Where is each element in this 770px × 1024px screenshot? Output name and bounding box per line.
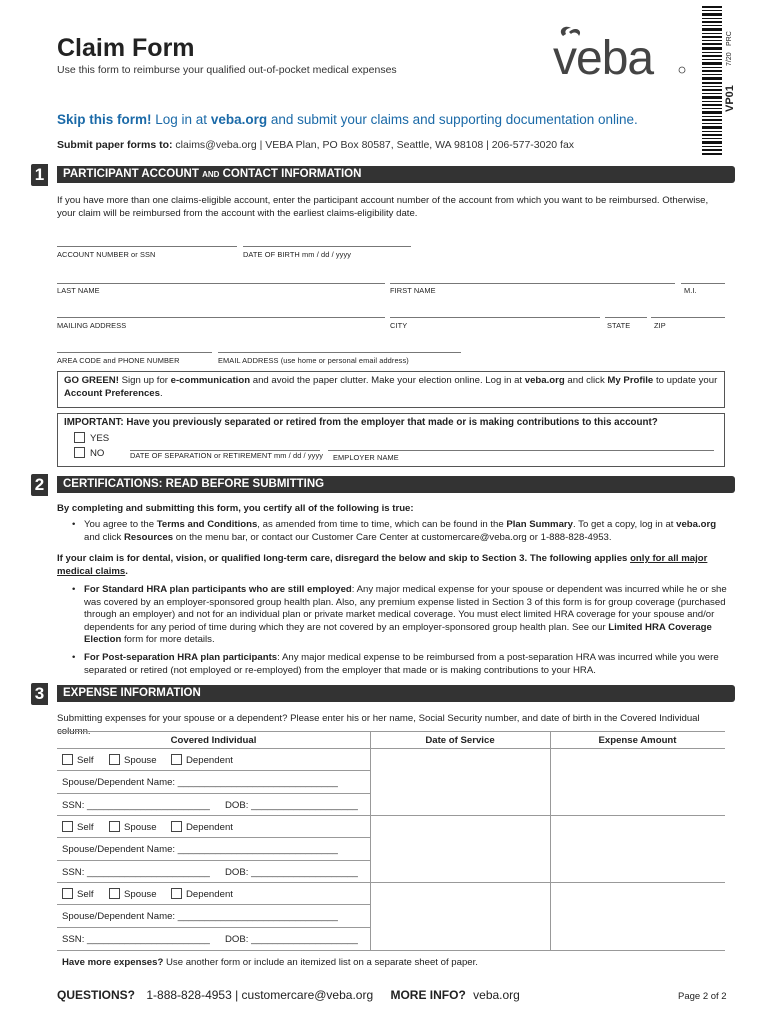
- dental-underline: only for all major medical claims: [57, 553, 708, 577]
- yes-checkbox[interactable]: [74, 432, 85, 443]
- ssn-field[interactable]: SSN: _______________________: [62, 800, 210, 811]
- spouse-name-field[interactable]: Spouse/Dependent Name: ______________________________: [62, 844, 338, 855]
- col-date-of-service: Date of Service: [425, 735, 495, 746]
- section-1-title-a: PARTICIPANT ACCOUNT: [63, 168, 203, 180]
- phone-label: AREA CODE and PHONE NUMBER: [57, 356, 180, 365]
- email-input[interactable]: [218, 352, 461, 353]
- mailing-address-input[interactable]: [57, 317, 385, 318]
- dob-field[interactable]: DOB: ____________________: [225, 800, 358, 811]
- b1-text-a: You agree to the: [84, 519, 157, 530]
- submit-bold: Submit paper forms to:: [57, 139, 173, 151]
- account-input[interactable]: [57, 246, 237, 247]
- form-code-vertical: [722, 10, 742, 110]
- self-checkbox[interactable]: [62, 754, 73, 765]
- city-label: CITY: [390, 321, 408, 330]
- b2-text: : Any major medical expense for your spouse or dependent was incurred while he or she was covered by an employer-sponsored group health plan. Also, any premium expense listed in Section 3 of this form is for group coverage (purchased through an employer) and not for an individual plan or private market medical coverage. You must elect limited HRA coverage for your spouse and/or dependents for any period of time during which they are not covered by an employer-sponsored group health plan. See our: [84, 584, 727, 633]
- b3-text: : Any major medical expense to be reimbursed from a post-separation HRA was incurred while you were separated or retired (not employed or re-employed) from the employer that made or is making contributions to your HRA.: [84, 652, 719, 676]
- go-green-site-link[interactable]: veba.org: [524, 375, 565, 386]
- form-suffix: PRC: [726, 31, 733, 46]
- table-row: [57, 749, 725, 816]
- go-green-text-b: and avoid the paper clutter. Make your election online. Log in at: [250, 375, 525, 386]
- self-label: Self: [77, 822, 94, 833]
- important-question: IMPORTANT: Have you previously separated or retired from the employer that made or is making contributions to this account?: [64, 417, 658, 428]
- dob-field[interactable]: DOB: ____________________: [225, 934, 358, 945]
- go-green-prefs: Account Preferences: [64, 388, 160, 399]
- self-label: Self: [77, 889, 94, 900]
- mi-input[interactable]: [681, 283, 725, 284]
- footer-contact: [57, 988, 520, 1002]
- dependent-label: Dependent: [186, 822, 233, 833]
- b1-site-link[interactable]: veba.org: [676, 519, 717, 530]
- veba-logo: [553, 24, 688, 80]
- section-1-header: [57, 166, 735, 183]
- table-row: [57, 883, 725, 951]
- no-label: NO: [90, 448, 105, 459]
- dependent-label: Dependent: [186, 889, 233, 900]
- more-text: Use another form or include an itemized list on a separate sheet of paper.: [163, 957, 478, 968]
- section-2-header: CERTIFICATIONS: READ BEFORE SUBMITTING: [57, 476, 735, 493]
- separation-date-label: DATE OF SEPARATION or RETIREMENT mm / dd / yyyy: [130, 451, 324, 460]
- self-label: Self: [77, 755, 94, 766]
- bullet-post-separation: [72, 652, 728, 677]
- go-green-box: [57, 371, 725, 408]
- b1-text-e: on the menu bar, or contact our Customer Care Center at customercare@veba.org or 1-888-828-4953.: [173, 531, 612, 543]
- skip-banner: [57, 112, 638, 127]
- dependent-checkbox[interactable]: [171, 888, 182, 899]
- spouse-name-field[interactable]: Spouse/Dependent Name: ______________________________: [62, 777, 338, 788]
- table-row: [57, 816, 725, 883]
- first-name-input[interactable]: [390, 283, 675, 284]
- dental-text-a: If your claim is for dental, vision, or qualified long-term care, disregard the below and skip to Section 3. The following applies: [57, 553, 631, 564]
- col-expense-amount: Expense Amount: [598, 735, 677, 746]
- footer-site-link[interactable]: veba.org: [473, 988, 520, 1002]
- mi-label: M.I.: [684, 286, 697, 295]
- form-code: VP01: [724, 85, 736, 112]
- submit-text: claims@veba.org | VEBA Plan, PO Box 80587, Seattle, WA 98108 | 206-577-3020 fax: [172, 139, 575, 151]
- dob-input[interactable]: [243, 246, 411, 247]
- go-green-text-e: .: [159, 388, 163, 399]
- b2-end: form for more details.: [121, 634, 215, 646]
- section-3-header: EXPENSE INFORMATION: [57, 685, 735, 702]
- spouse-label: Spouse: [124, 755, 157, 766]
- no-checkbox[interactable]: [74, 447, 85, 458]
- dependent-checkbox[interactable]: [171, 821, 182, 832]
- go-green-bold: GO GREEN!: [64, 375, 119, 386]
- bullet-dot: •: [72, 519, 76, 530]
- spouse-name-field[interactable]: Spouse/Dependent Name: ______________________________: [62, 911, 338, 922]
- more-bold: Have more expenses?: [62, 957, 164, 968]
- first-name-label: FIRST NAME: [390, 286, 436, 295]
- plan-summary-link[interactable]: Plan Summary: [506, 519, 573, 530]
- b2-bold: For Standard HRA plan participants who are still employed: [84, 584, 352, 595]
- go-green-profile-link[interactable]: My Profile: [607, 375, 654, 386]
- state-input[interactable]: [605, 317, 647, 318]
- important-box: [57, 413, 725, 467]
- barcode: [700, 6, 724, 156]
- page-title: Claim Form: [57, 34, 195, 62]
- yes-label: YES: [90, 433, 110, 444]
- dob-field[interactable]: DOB: ____________________: [225, 867, 358, 878]
- footer-more-info: MORE INFO?: [390, 988, 466, 1002]
- self-checkbox[interactable]: [62, 821, 73, 832]
- skip-pre: Log in at: [151, 112, 211, 127]
- skip-post: and submit your claims and supporting documentation online.: [267, 112, 638, 127]
- certify-lead: By completing and submitting this form, you certify all of the following is true:: [57, 503, 414, 514]
- submit-info: [57, 139, 574, 151]
- dependent-label: Dependent: [186, 755, 233, 766]
- spouse-label: Spouse: [124, 822, 157, 833]
- go-green-ecomm: e-communication: [170, 375, 251, 386]
- limited-hra-link[interactable]: Limited HRA Coverage Election: [84, 621, 712, 646]
- dental-note: [57, 552, 729, 578]
- zip-label: ZIP: [654, 321, 666, 330]
- b1-text-d: and click: [84, 531, 124, 543]
- spouse-label: Spouse: [124, 889, 157, 900]
- form-date: 7/20: [726, 52, 733, 66]
- spouse-checkbox[interactable]: [109, 821, 120, 832]
- bullet-dot: •: [72, 652, 76, 663]
- state-label: STATE: [607, 321, 631, 330]
- skip-site-link[interactable]: veba.org: [210, 112, 268, 127]
- more-expenses-note: [62, 956, 478, 969]
- logo-text: veba: [553, 32, 654, 80]
- col-covered-individual: Covered Individual: [170, 735, 257, 746]
- b3-bold: For Post-separation HRA plan participants: [84, 652, 278, 663]
- section-1-intro: If you have more than one claims-eligible account, enter the participant account number of the account from which you want to be reimbursed. Otherwise, your claim will be reimbursed from the account with the earliest claims-eligibility date.: [57, 195, 709, 219]
- go-green-text-a: Sign up for: [118, 375, 171, 386]
- last-name-input[interactable]: [57, 283, 385, 284]
- dependent-checkbox[interactable]: [171, 754, 182, 765]
- expense-table: [57, 731, 725, 951]
- account-label: ACCOUNT NUMBER or SSN: [57, 250, 156, 259]
- bullet-dot: •: [72, 584, 76, 595]
- section-3-intro: Submitting expenses for your spouse or a dependent? Please enter his or her name, Social Security number, and date of birth in the Covered Individual column.: [57, 713, 700, 737]
- employer-name-input[interactable]: [328, 450, 714, 451]
- go-green-text-c: and click: [564, 375, 608, 386]
- page-number: Page 2 of 2: [678, 991, 727, 1002]
- footer-questions: QUESTIONS?: [57, 988, 136, 1002]
- ssn-field[interactable]: SSN: _______________________: [62, 867, 210, 878]
- zip-input[interactable]: [651, 317, 725, 318]
- dental-text-b: .: [125, 566, 128, 577]
- section-1-number: 1: [31, 164, 48, 186]
- city-input[interactable]: [390, 317, 600, 318]
- footer-contact-info[interactable]: 1-888-828-4953 | customercare@veba.org: [146, 988, 374, 1002]
- last-name-label: LAST NAME: [57, 286, 100, 295]
- self-checkbox[interactable]: [62, 888, 73, 899]
- bullet-terms: [72, 519, 728, 544]
- go-green-text-d: to update your: [653, 375, 718, 386]
- spouse-checkbox[interactable]: [109, 888, 120, 899]
- employer-name-label: EMPLOYER NAME: [333, 453, 399, 462]
- ssn-field[interactable]: SSN: _______________________: [62, 934, 210, 945]
- bullet-standard-hra: [72, 584, 728, 647]
- b1-text-b: , as amended from time to time, which can be found in the: [257, 519, 507, 530]
- skip-bold: Skip this form!: [57, 112, 152, 127]
- terms-link[interactable]: Terms and Conditions: [156, 519, 258, 530]
- section-1-title-and: AND: [202, 170, 220, 179]
- spouse-checkbox[interactable]: [109, 754, 120, 765]
- section-3-number: 3: [31, 683, 48, 705]
- page-subtitle: Use this form to reimburse your qualified out-of-pocket medical expenses: [57, 64, 397, 76]
- mailing-address-label: MAILING ADDRESS: [57, 321, 127, 330]
- section-1-title-b: CONTACT INFORMATION: [219, 168, 362, 180]
- section-2-number: 2: [31, 474, 48, 496]
- b1-text-c: . To get a copy, log in at: [573, 519, 677, 530]
- phone-input[interactable]: [57, 352, 212, 353]
- resources-link[interactable]: Resources: [124, 531, 174, 543]
- email-label: EMAIL ADDRESS (use home or personal email address): [218, 356, 409, 365]
- dob-label: DATE OF BIRTH mm / dd / yyyy: [243, 250, 352, 259]
